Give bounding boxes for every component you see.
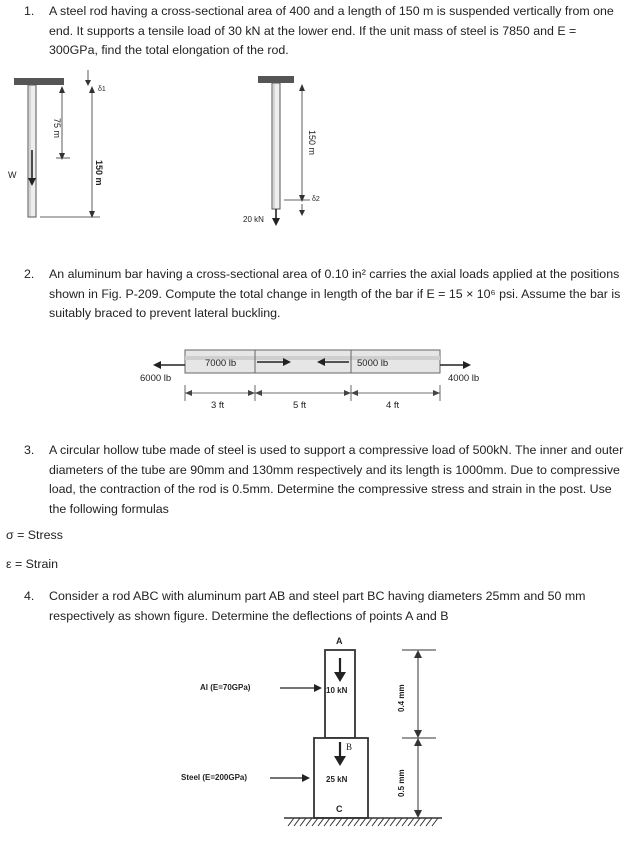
label-3ft: 3 ft bbox=[211, 400, 225, 411]
label-6000lb: 6000 lb bbox=[140, 373, 172, 384]
label-25kn: 25 kN bbox=[326, 775, 348, 784]
question-text: Consider a rod ABC with aluminum part AB and steel part BC having diameters 25mm and 50 mm respectively as shown figure. Determine the deflections of points A and B bbox=[49, 589, 586, 623]
label-0.5mm: 0.5 mm bbox=[397, 769, 406, 797]
label-7000lb: 7000 lb bbox=[205, 358, 237, 369]
label-point-b: B bbox=[346, 742, 353, 752]
question-number: 4. bbox=[24, 589, 35, 603]
label-150m-right: 150 m bbox=[307, 130, 317, 156]
question-number: 2. bbox=[24, 267, 35, 281]
label-5000lb: 5000 lb bbox=[357, 358, 389, 369]
figure-axial-bar bbox=[135, 345, 505, 425]
label-delta1: δ1 bbox=[98, 86, 106, 93]
question-text: An aluminum bar having a cross-sectional area of 0.10 in² carries the axial loads applied at the positions shown in Fig. P-209. Compute the total change in length of the bar if E = 15 × 10⁶ psi. Assume the bar is suitably braced to prevent lateral buckling. bbox=[49, 267, 621, 320]
label-delta2: δ2 bbox=[312, 196, 320, 203]
label-steel: Steel (E=200GPa) bbox=[181, 773, 248, 782]
label-aluminum: Al (E=70GPa) bbox=[200, 683, 251, 692]
question-number: 3. bbox=[24, 443, 35, 457]
question-4 bbox=[24, 587, 624, 627]
legend-stress: σ = Stress bbox=[6, 528, 63, 542]
label-4000lb: 4000 lb bbox=[448, 373, 480, 384]
label-w: W bbox=[8, 170, 17, 180]
question-text: A circular hollow tube made of steel is used to support a compressive load of 500kN. The inner and outer diameters of the tube are 90mm and 130mm respectively and its length is 1000mm. Due to compressive load, the contraction of the rod is 0.5mm. Determine the compressive stress and strain in the post. Use the following formulas bbox=[49, 443, 624, 516]
question-2 bbox=[24, 265, 624, 325]
label-150m-left: 150 m bbox=[94, 160, 104, 186]
label-20kn: 20 kN bbox=[243, 215, 264, 224]
label-point-a: A bbox=[336, 636, 343, 646]
question-1 bbox=[24, 2, 624, 62]
question-3 bbox=[24, 441, 624, 521]
question-number: 1. bbox=[24, 4, 35, 18]
figure-rod-abc bbox=[270, 630, 450, 835]
label-10kn: 10 kN bbox=[326, 686, 348, 695]
rod-right bbox=[272, 83, 280, 209]
label-75m: 75 m bbox=[52, 118, 62, 139]
label-5ft: 5 ft bbox=[293, 400, 307, 411]
ceiling-left bbox=[14, 78, 64, 85]
legend-strain: ε = Strain bbox=[6, 557, 59, 571]
label-0.4mm: 0.4 mm bbox=[397, 684, 406, 712]
question-text: A steel rod having a cross-sectional area of 400 and a length of 150 m is suspended vertically from one end. It supports a tensile load of 30 kN at the lower end. If the unit mass of steel is 7850 and E = 300GPa, find the total elongation of the rod. bbox=[49, 4, 614, 57]
ceiling-right bbox=[258, 76, 294, 83]
label-point-c: C bbox=[336, 804, 343, 814]
figure-suspended-rod bbox=[0, 66, 330, 236]
label-4ft: 4 ft bbox=[386, 400, 400, 411]
